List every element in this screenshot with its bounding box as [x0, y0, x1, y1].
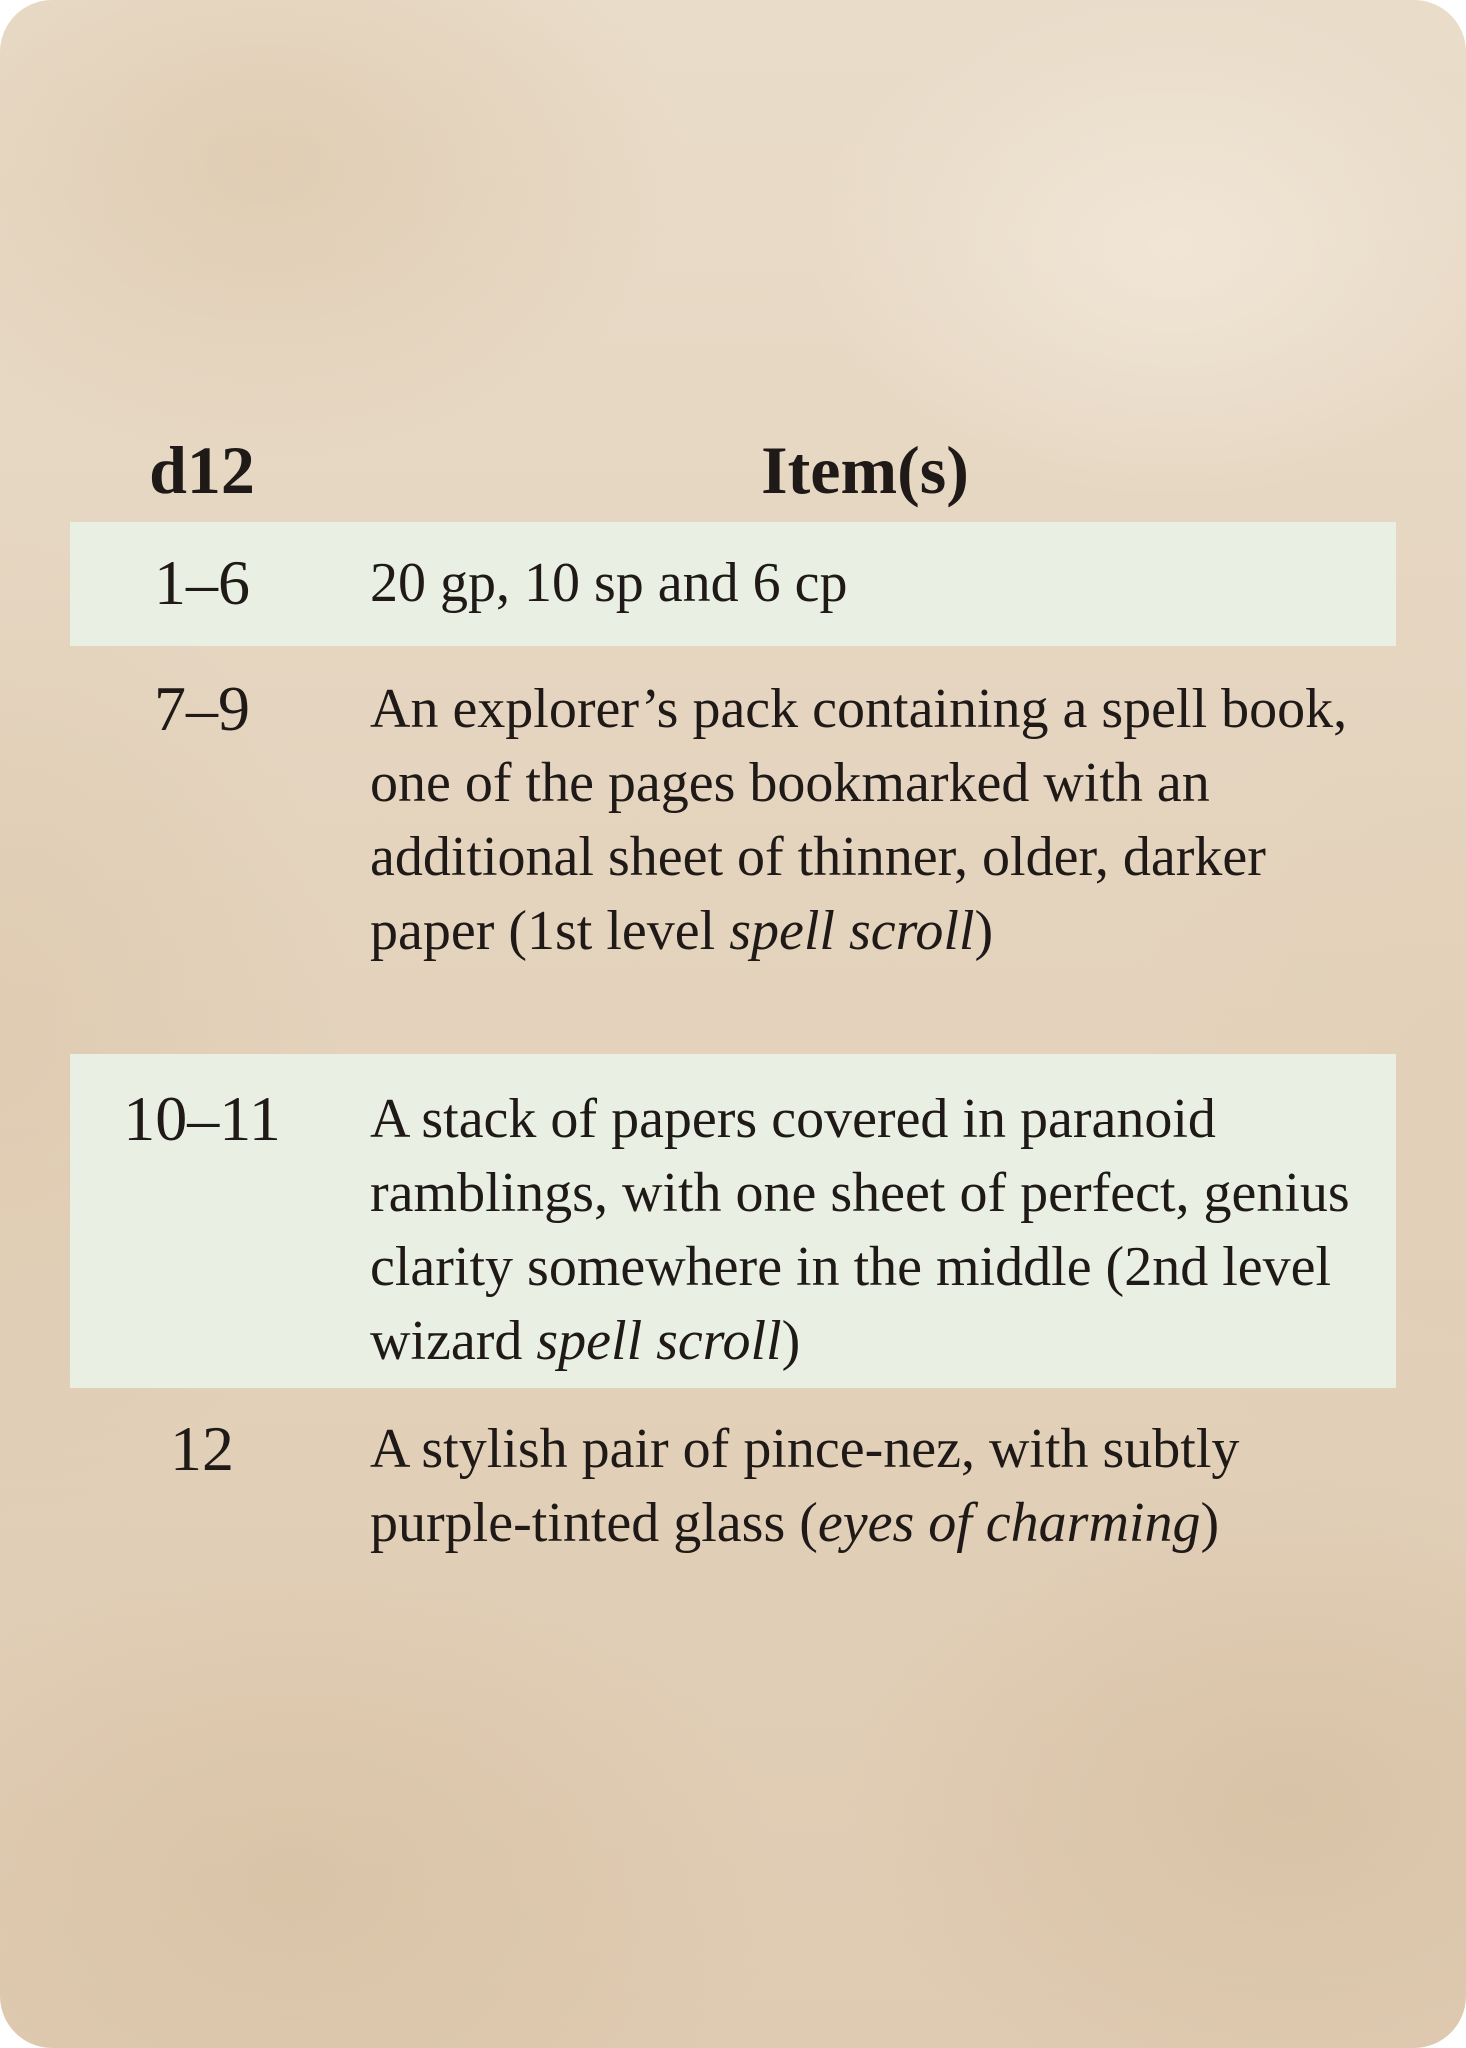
magic-item-name: spell scroll [536, 1310, 782, 1372]
item-description: An explorer’s pack containing a spell book, one of the pages bookmarked with an additional sheet of thinner, older, darker paper (1st level spell scroll) [370, 678, 1348, 962]
item-description: A stylish pair of pince-nez, with subtly purple-tinted glass (eyes of charming) [370, 1418, 1240, 1554]
table-header [70, 420, 1396, 520]
roll-range: 7–9 [154, 673, 250, 744]
column-header-roll: d12 [149, 432, 255, 508]
item-description: 20 gp, 10 sp and 6 cp [370, 552, 848, 614]
column-header-item: Item(s) [761, 432, 969, 508]
table-row [70, 646, 1396, 1054]
roll-range: 10–11 [123, 1083, 281, 1154]
magic-item-name: spell scroll [729, 900, 975, 962]
table-row [70, 1054, 1396, 1388]
table-row [70, 522, 1396, 646]
roll-range: 1–6 [154, 547, 250, 618]
magic-item-name: eyes of charming [817, 1492, 1201, 1554]
roll-range: 12 [170, 1413, 234, 1484]
table-row [70, 1388, 1396, 1648]
item-description: A stack of papers covered in paranoid ramblings, with one sheet of perfect, genius clarity somewhere in the middle (2nd level wizard spell scroll) [370, 1088, 1350, 1372]
loot-table [70, 420, 1396, 1648]
